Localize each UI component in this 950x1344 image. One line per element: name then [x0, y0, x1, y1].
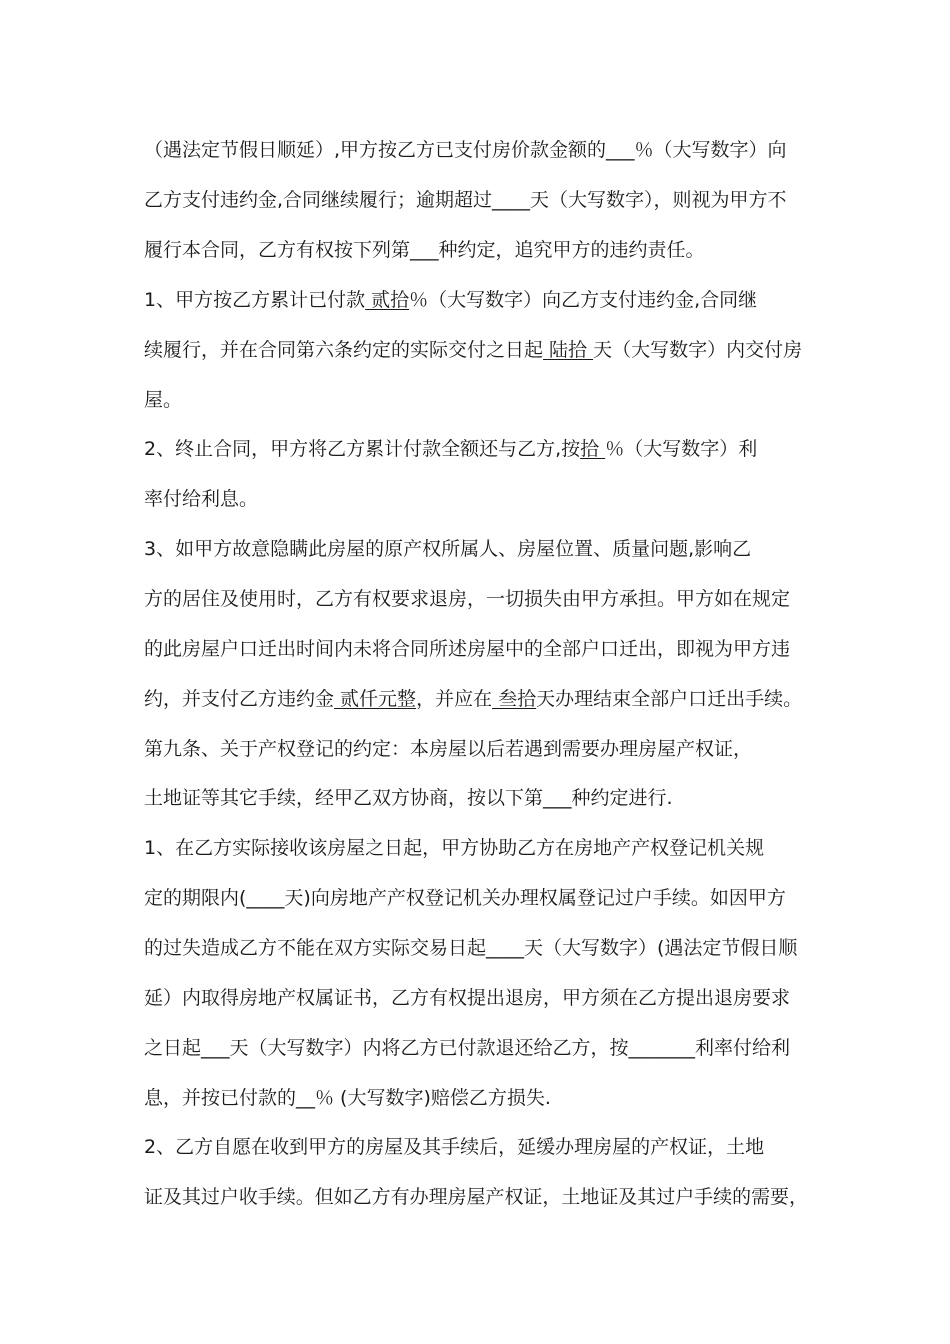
text-line: [144, 1085, 808, 1111]
text-run: 约，并支付乙方违约金: [144, 688, 335, 710]
text-line: [144, 785, 808, 811]
text-run: 延）内取得房地产权属证书，乙方有权提出退房，甲方须在乙方提出退房要求: [144, 987, 791, 1009]
text-run: 天办理结束全部户口迁出手续。: [536, 688, 803, 710]
text-line: [144, 835, 808, 861]
text-run: 2、终止合同，甲方将乙方累计付款全额还与乙方,按: [144, 438, 581, 460]
filled-blank: 拾: [580, 438, 606, 460]
text-run: 2、乙方自愿在收到甲方的房屋及其手续后，延缓办理房屋的产权证，土地: [144, 1136, 765, 1158]
text-run: ％（大写数字）利: [605, 438, 758, 460]
text-line: [144, 736, 808, 762]
text-run: 履行本合同，乙方有权按下列第___种约定，追究甲方的违约责任。: [144, 239, 705, 261]
text-run: 天（大写数字）内交付房: [593, 339, 803, 361]
text-line: [144, 187, 808, 213]
text-line: [144, 935, 808, 961]
text-line: [144, 436, 808, 462]
filled-blank: 贰拾: [365, 289, 410, 311]
text-run: 率付给利息。: [144, 488, 259, 510]
text-line: [144, 287, 808, 313]
filled-blank: 贰仟元整: [334, 688, 417, 710]
text-line: [144, 586, 808, 612]
filled-blank: 叁拾: [492, 688, 537, 710]
text-run: ％（大写数字）向乙方支付违约金,合同继: [409, 289, 758, 311]
text-line: [144, 1035, 808, 1061]
text-run: 第九条、关于产权登记的约定：本房屋以后若遇到需要办理房屋产权证，: [144, 738, 753, 760]
text-run: 定的期限内(____天)向房地产产权登记机关办理权属登记过户手续。如因甲方: [144, 887, 786, 909]
text-line: [144, 885, 808, 911]
text-line: [144, 636, 808, 662]
text-line: [144, 1134, 808, 1160]
text-line: [144, 536, 808, 562]
text-run: 之日起___天（大写数字）内将乙方已付款退还给乙方，按_______利率付给利: [144, 1037, 791, 1059]
text-run: 续履行，并在合同第六条约定的实际交付之日起: [144, 339, 544, 361]
text-run: 方的居住及使用时，乙方有权要求退房，一切损失由甲方承担。甲方如在规定: [144, 588, 791, 610]
text-line: [144, 686, 808, 712]
text-run: 息，并按已付款的__％ (大写数字)赔偿乙方损失.: [144, 1087, 551, 1109]
text-run: 证及其过户收手续。但如乙方有办理房屋产权证，土地证及其过户手续的需要，: [144, 1186, 809, 1208]
text-run: 3、如甲方故意隐瞒此房屋的原产权所属人、房屋位置、质量问题,影响乙: [144, 538, 752, 560]
text-line: [144, 985, 808, 1011]
text-run: 1、甲方按乙方累计已付款: [144, 289, 366, 311]
text-run: ，并应在: [416, 688, 493, 710]
text-line: [144, 337, 808, 363]
text-run: 1、在乙方实际接收该房屋之日起，甲方协助乙方在房地产产权登记机关规: [144, 837, 765, 859]
text-run: 乙方支付违约金,合同继续履行；逾期超过____天（大写数字），则视为甲方不: [144, 189, 787, 211]
text-line: [144, 237, 808, 263]
text-line: [144, 486, 808, 512]
text-line: [144, 1184, 807, 1210]
text-run: 屋。: [144, 389, 183, 411]
text-line: [144, 387, 808, 413]
text-run: 的此房屋户口迁出时间内未将合同所述房屋中的全部户口迁出，即视为甲方违: [144, 638, 791, 660]
text-run: 土地证等其它手续，经甲乙双方协商，按以下第___种约定进行.: [144, 787, 673, 809]
text-run: （遇法定节假日顺延）,甲方按乙方已支付房价款金额的___％（大写数字）向: [144, 139, 787, 161]
text-run: 的过失造成乙方不能在双方实际交易日起____天（大写数字）(遇法定节假日顺: [144, 937, 798, 959]
text-line: [144, 137, 808, 163]
filled-blank: 陆拾: [543, 339, 594, 361]
